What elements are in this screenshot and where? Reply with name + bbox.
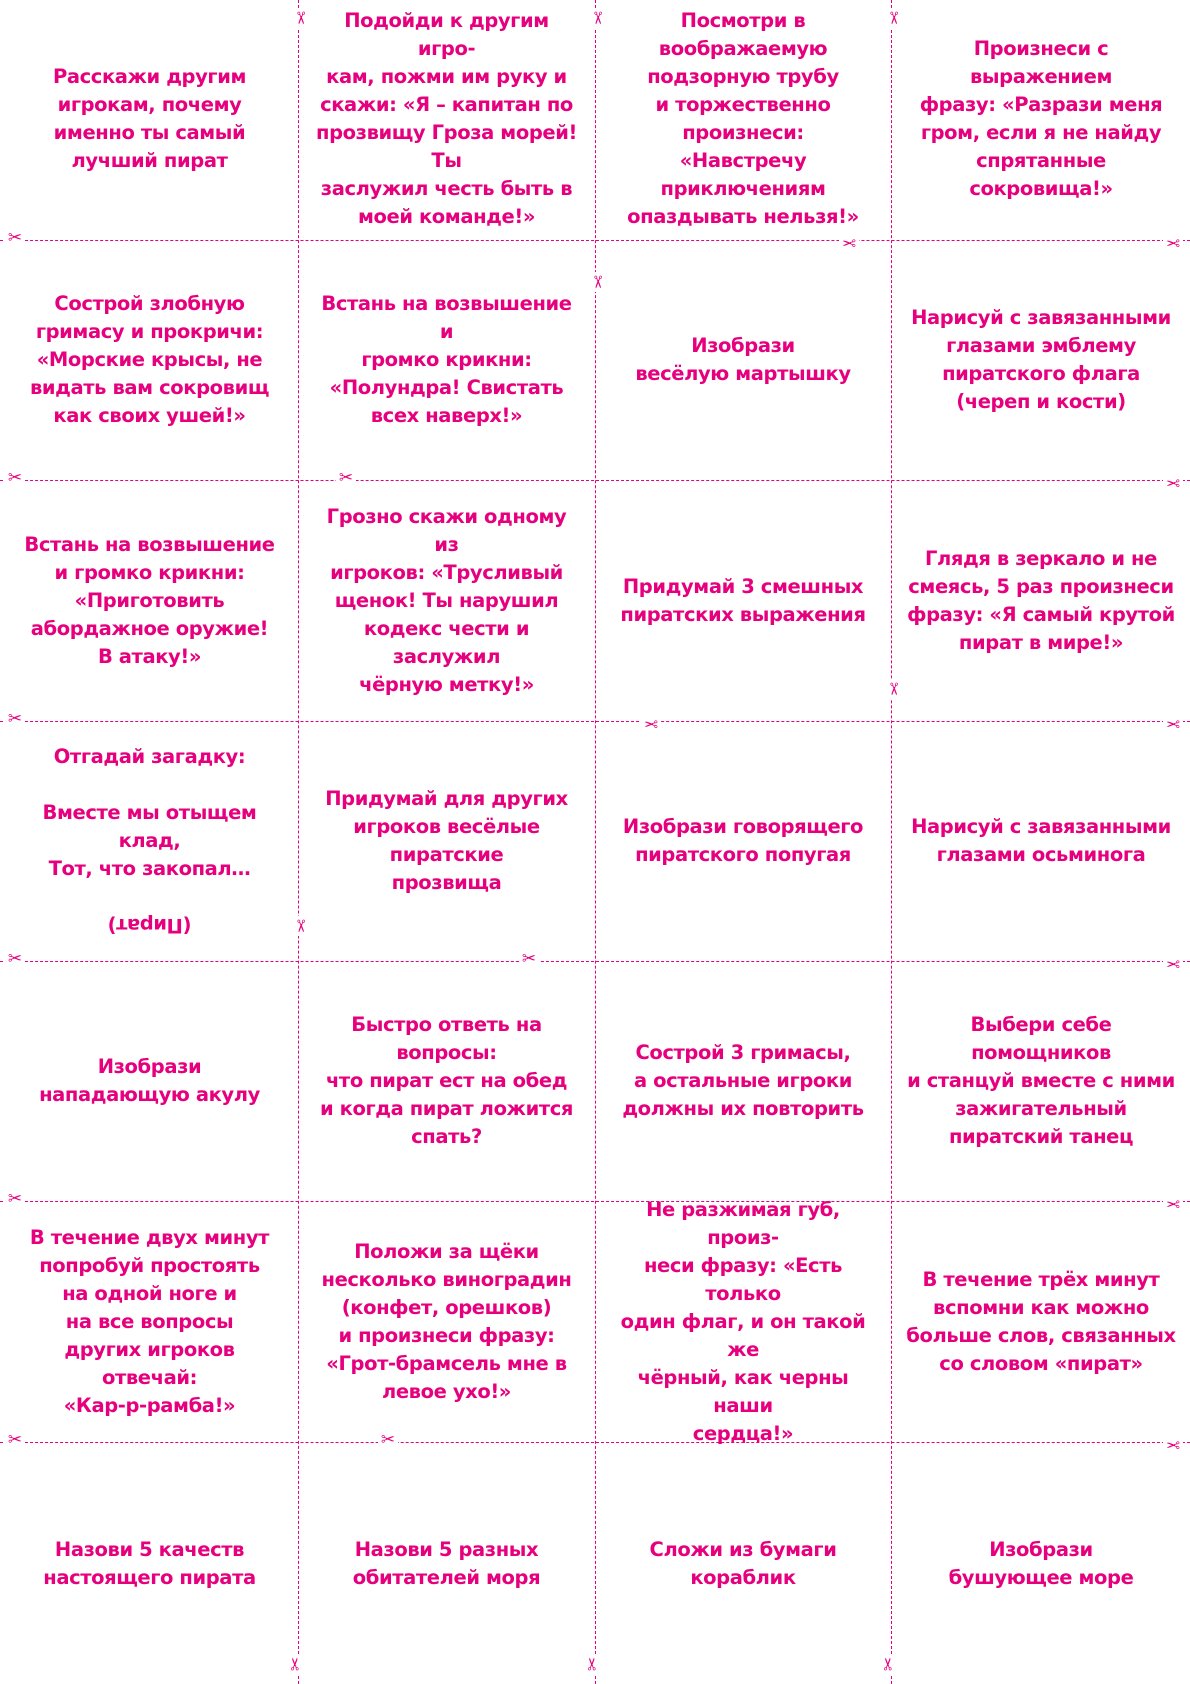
task-card-text: Быстро ответь на вопросы: что пират ест на обед и когда пират ложится спать? [319, 1013, 574, 1148]
task-card [892, 1202, 1190, 1441]
task-card-text: Произнеси с выражением фразу: «Разрази меня гром, если я не найду спрятанные сокровища!» [919, 37, 1163, 200]
horizontal-cut-line [0, 961, 1190, 962]
task-card [596, 722, 890, 960]
scissors-icon: ✂ [5, 711, 25, 731]
task-card [596, 0, 890, 238]
horizontal-cut-line [0, 480, 1190, 481]
scissors-icon: ✂ [1163, 711, 1183, 731]
task-card-text: Нарисуй с завязанными глазами осьминога [911, 815, 1171, 866]
scissors-icon: ✂ [881, 1654, 901, 1674]
scissors-icon: ✂ [5, 230, 25, 250]
task-card-text: В течение трёх минут вспомни как можно больше слов, связанных со словом «пират» [906, 1267, 1176, 1375]
horizontal-cut-line [0, 721, 1190, 722]
task-card [596, 1443, 890, 1684]
task-card-text: Придумай для других игроков весёлые пиратские прозвища [325, 787, 568, 894]
task-card-text: Встань на возвышение и громко крикни: «Полундра! Свистать всех наверх!» [321, 292, 572, 427]
task-card-text: Назови 5 разных обитателей моря [352, 1537, 541, 1589]
vertical-cut-line [595, 0, 596, 1684]
task-card [299, 962, 594, 1200]
task-card-text: Сострой 3 гримасы, а остальные игроки должны их повторить [622, 1041, 864, 1120]
task-card-text: Положи за щёки несколько виноградин (конфет, орешков) и произнеси фразу: «Грот-брамсель мне в левое ухо!» [321, 1239, 572, 1403]
scissors-icon: ✂ [1163, 1432, 1183, 1452]
riddle-answer: (Пират) [107, 914, 192, 937]
task-card-text: Изобрази бушующее море [948, 1537, 1134, 1589]
vertical-cut-line [298, 0, 299, 1684]
task-card [892, 1443, 1190, 1684]
scissors-icon: ✂ [1163, 230, 1183, 250]
task-card [2, 722, 297, 960]
task-card [2, 481, 297, 720]
task-card [892, 0, 1190, 238]
task-card [892, 962, 1190, 1200]
task-card-text: Изобрази весёлую мартышку [635, 334, 851, 385]
task-card-text: Отгадай загадку: Вместе мы отыщем клад, Тот, что закопал… (Пират) [42, 745, 257, 937]
task-card [596, 962, 890, 1200]
scissors-icon: ✂ [288, 1654, 308, 1674]
task-card [892, 241, 1190, 479]
task-card [2, 962, 297, 1200]
scissors-icon: ✂ [585, 272, 605, 292]
scissors-icon: ✂ [5, 470, 25, 490]
task-card [299, 1443, 594, 1684]
scissors-icon: ✂ [1163, 470, 1183, 490]
task-card-text: Посмотри в воображаемую подзорную трубу и торжественно произнеси: «Навстречу приключениям опаздывать нельзя!» [627, 9, 859, 228]
task-card-text: Изобрази говорящего пиратского попугая [622, 815, 864, 866]
task-card [299, 722, 594, 960]
task-card-text: Нарисуй с завязанными глазами эмблему пиратского флага (череп и кости) [911, 306, 1171, 413]
task-card-text: Расскажи другим игрокам, почему именно ты самый лучший пират [52, 65, 247, 172]
task-card-text: Выбери себе помощников и станцуй вместе с ними зажигательный пиратский танец [907, 1013, 1175, 1148]
task-card [2, 1443, 297, 1684]
task-card-text: Подойди к другим игро- кам, пожми им руку и скажи: «Я – капитан по прозвищу Гроза морей! Ты заслужил честь быть в моей команде!» [316, 9, 577, 228]
task-card [892, 722, 1190, 960]
scissors-icon: ✂ [288, 916, 308, 936]
scissors-icon: ✂ [839, 230, 859, 250]
scissors-icon: ✂ [585, 8, 605, 28]
scissors-icon: ✂ [5, 951, 25, 971]
task-card [299, 1202, 594, 1441]
task-card-text: Сложи из бумаги кораблик [649, 1537, 837, 1589]
task-card-text: Назови 5 качеств настоящего пирата [43, 1537, 256, 1589]
scissors-icon: ✂ [1163, 951, 1183, 971]
task-card [299, 0, 594, 238]
task-card-text: Не разжимая губ, произ- неси фразу: «Есть только один флаг, и он такой же чёрный, как черны наши сердца!» [620, 1197, 866, 1445]
scissors-icon: ✂ [378, 1432, 398, 1452]
scissors-icon: ✂ [881, 8, 901, 28]
task-card [299, 481, 594, 720]
horizontal-cut-line [0, 1201, 1190, 1202]
task-card [596, 241, 890, 479]
horizontal-cut-line [0, 240, 1190, 241]
scissors-icon: ✂ [5, 1432, 25, 1452]
scissors-icon: ✂ [336, 470, 356, 490]
scissors-icon: ✂ [585, 1654, 605, 1674]
scissors-icon: ✂ [519, 951, 539, 971]
scissors-icon: ✂ [641, 711, 661, 731]
task-card [2, 1202, 297, 1441]
scissors-icon: ✂ [1163, 1191, 1183, 1211]
scissors-icon: ✂ [881, 679, 901, 699]
task-card-text: Сострой злобную гримасу и прокричи: «Морские крысы, не видать вам сокровищ как своих ушей!» [29, 292, 270, 427]
task-card [892, 481, 1190, 720]
vertical-cut-line [891, 0, 892, 1684]
task-card-text: В течение двух минут попробуй простоять на одной ноге и на все вопросы других игроков отвечай: «Кар-р-рамба!» [29, 1225, 270, 1417]
task-card-text: Глядя в зеркало и не смеясь, 5 раз произнеси фразу: «Я самый крутой пират в мире!» [907, 546, 1175, 654]
task-card-text: Грозно скажи одному из игроков: «Трусливый щенок! Ты нарушил кодекс чести и заслужил чёрную метку!» [326, 504, 567, 696]
task-card-text: Придумай 3 смешных пиратских выражения [620, 574, 866, 626]
task-card [596, 481, 890, 720]
task-card [596, 1197, 890, 1445]
task-card [2, 241, 297, 479]
task-card [299, 241, 594, 479]
task-card [2, 0, 297, 238]
scissors-icon: ✂ [288, 8, 308, 28]
task-card-text: Встань на возвышение и громко крикни: «Приготовить абордажное оружие! В атаку!» [24, 532, 275, 668]
task-card-text: Изобрази нападающую акулу [39, 1055, 260, 1106]
horizontal-cut-line [0, 1442, 1190, 1443]
scissors-icon: ✂ [5, 1191, 25, 1211]
